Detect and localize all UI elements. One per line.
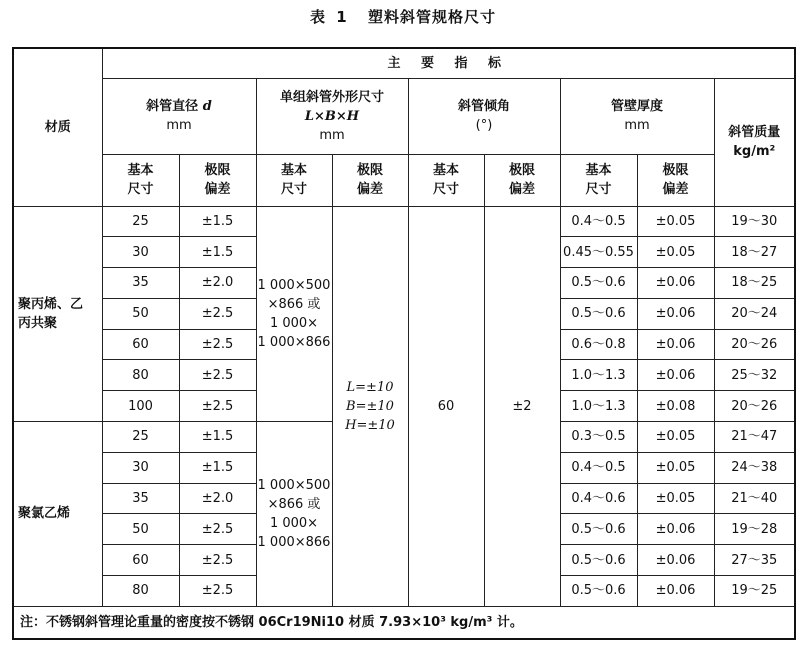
header-diameter bbox=[102, 78, 256, 154]
wall-basic: 0.45～0.55 bbox=[560, 237, 637, 268]
diameter-tolerance: ±2.5 bbox=[179, 298, 256, 329]
wall-basic: 0.4～0.5 bbox=[560, 452, 637, 483]
outer-size-basic-line: 1 000×500 bbox=[257, 477, 331, 493]
mass-value: 20～24 bbox=[714, 298, 795, 329]
subheader-basic-text: 尺寸 bbox=[432, 182, 459, 197]
diameter-tolerance: ±2.5 bbox=[179, 545, 256, 576]
subheader-wall-basic bbox=[560, 154, 637, 206]
subheader-basic-text: 基本 bbox=[127, 163, 154, 178]
table-row bbox=[13, 206, 795, 237]
header-mass-label: 斜管质量 bbox=[728, 125, 781, 140]
subheader-angle-basic bbox=[408, 154, 484, 206]
table-title-text: 塑料斜管规格尺寸 bbox=[367, 8, 496, 26]
header-wall bbox=[560, 78, 714, 154]
subheader-limit-text: 偏差 bbox=[204, 182, 231, 197]
wall-basic: 0.5～0.6 bbox=[560, 545, 637, 576]
diameter-tolerance: ±2.0 bbox=[179, 483, 256, 514]
wall-basic: 1.0～1.3 bbox=[560, 360, 637, 391]
wall-tolerance: ±0.06 bbox=[637, 268, 714, 299]
diameter-tolerance: ±2.5 bbox=[179, 360, 256, 391]
wall-tolerance: ±0.05 bbox=[637, 483, 714, 514]
outer-size-basic-line: 1 000×500 bbox=[257, 277, 331, 293]
subheader-outer-size-basic bbox=[256, 154, 332, 206]
diameter-basic: 35 bbox=[102, 483, 179, 514]
table-note: 注：不锈钢斜管理论重量的密度按不锈钢 06Cr19Ni10 材质 7.93×10³ kg/m³ 计。 bbox=[13, 606, 795, 639]
outer-size-basic bbox=[256, 206, 332, 422]
diameter-tolerance: ±2.0 bbox=[179, 268, 256, 299]
wall-tolerance: ±0.05 bbox=[637, 206, 714, 237]
outer-size-basic-line: 1 000× bbox=[269, 515, 319, 531]
angle-tolerance: ±2 bbox=[484, 206, 560, 606]
material-cell-line: 聚氯乙烯 bbox=[18, 506, 71, 522]
diameter-basic: 25 bbox=[102, 206, 179, 237]
diameter-basic: 100 bbox=[102, 391, 179, 422]
outer-size-basic-line: 1 000×866 bbox=[257, 534, 331, 550]
diameter-tolerance: ±2.5 bbox=[179, 329, 256, 360]
outer-size-basic-line: ×866 或 bbox=[267, 296, 321, 312]
material-cell-line: 聚丙烯、乙 bbox=[18, 296, 84, 312]
header-mass-unit: kg/m² bbox=[733, 144, 776, 159]
mass-value: 19～30 bbox=[714, 206, 795, 237]
wall-tolerance: ±0.05 bbox=[637, 237, 714, 268]
mass-value: 25～32 bbox=[714, 360, 795, 391]
mass-value: 21～40 bbox=[714, 483, 795, 514]
subheader-limit-text: 极限 bbox=[204, 163, 231, 178]
table-title bbox=[0, 6, 806, 27]
header-outer-size-unit: mm bbox=[319, 127, 345, 143]
header-angle-label: 斜管倾角 bbox=[457, 99, 510, 114]
outer-size-basic-line: 1 000×866 bbox=[257, 334, 331, 350]
material-cell-line: 丙共聚 bbox=[18, 315, 58, 331]
diameter-basic: 80 bbox=[102, 576, 179, 607]
diameter-basic: 30 bbox=[102, 237, 179, 268]
outer-size-basic-line: 1 000× bbox=[269, 315, 319, 331]
wall-tolerance: ±0.05 bbox=[637, 422, 714, 453]
subheader-basic-text: 基本 bbox=[280, 163, 307, 178]
subheader-wall-limit bbox=[637, 154, 714, 206]
header-wall-label: 管壁厚度 bbox=[610, 99, 663, 114]
material-cell bbox=[13, 206, 102, 422]
diameter-tolerance: ±1.5 bbox=[179, 237, 256, 268]
header-diameter-symbol: d bbox=[202, 99, 212, 114]
mass-value: 20～26 bbox=[714, 329, 795, 360]
mass-value: 18～27 bbox=[714, 237, 795, 268]
subheader-basic-text: 基本 bbox=[585, 163, 612, 178]
subheader-basic-text: 尺寸 bbox=[127, 182, 154, 197]
wall-basic: 0.5～0.6 bbox=[560, 576, 637, 607]
subheader-limit-text: 极限 bbox=[508, 163, 535, 178]
wall-tolerance: ±0.06 bbox=[637, 360, 714, 391]
subheader-diameter-basic bbox=[102, 154, 179, 206]
diameter-basic: 35 bbox=[102, 268, 179, 299]
outer-size-tolerance-line: B=±10 bbox=[346, 398, 394, 414]
header-outer-size-label: 单组斜管外形尺寸 bbox=[279, 89, 384, 105]
header-wall-unit: mm bbox=[624, 118, 650, 133]
mass-value: 21～47 bbox=[714, 422, 795, 453]
mass-value: 27～35 bbox=[714, 545, 795, 576]
wall-basic: 0.4～0.6 bbox=[560, 483, 637, 514]
subheader-basic-text: 基本 bbox=[432, 163, 459, 178]
wall-basic: 0.5～0.6 bbox=[560, 268, 637, 299]
wall-tolerance: ±0.06 bbox=[637, 298, 714, 329]
outer-size-tolerance-line: L=±10 bbox=[346, 379, 394, 395]
wall-basic: 0.3～0.5 bbox=[560, 422, 637, 453]
mass-value: 19～25 bbox=[714, 576, 795, 607]
wall-tolerance: ±0.06 bbox=[637, 514, 714, 545]
mass-value: 19～28 bbox=[714, 514, 795, 545]
outer-size-tolerance-line: H=±10 bbox=[345, 417, 395, 433]
mass-value: 24～38 bbox=[714, 452, 795, 483]
diameter-tolerance: ±2.5 bbox=[179, 576, 256, 607]
diameter-tolerance: ±1.5 bbox=[179, 206, 256, 237]
outer-size-basic-line: ×866 或 bbox=[267, 496, 321, 512]
header-material: 材质 bbox=[13, 48, 102, 206]
header-outer-size-formula: L×B×H bbox=[304, 108, 360, 124]
diameter-basic: 80 bbox=[102, 360, 179, 391]
subheader-limit-text: 极限 bbox=[356, 163, 383, 178]
subheader-basic-text: 尺寸 bbox=[585, 182, 612, 197]
spec-table bbox=[12, 47, 796, 640]
subheader-angle-limit bbox=[484, 154, 560, 206]
header-diameter-unit: mm bbox=[166, 118, 192, 133]
subheader-limit-text: 偏差 bbox=[662, 182, 689, 197]
diameter-basic: 60 bbox=[102, 545, 179, 576]
diameter-tolerance: ±1.5 bbox=[179, 452, 256, 483]
diameter-basic: 30 bbox=[102, 452, 179, 483]
wall-basic: 0.6～0.8 bbox=[560, 329, 637, 360]
material-cell bbox=[13, 422, 102, 607]
diameter-basic: 50 bbox=[102, 514, 179, 545]
wall-tolerance: ±0.05 bbox=[637, 452, 714, 483]
mass-value: 18～25 bbox=[714, 268, 795, 299]
wall-basic: 0.5～0.6 bbox=[560, 514, 637, 545]
diameter-tolerance: ±1.5 bbox=[179, 422, 256, 453]
header-outer-size bbox=[256, 78, 408, 154]
header-angle bbox=[408, 78, 560, 154]
table-number: 1 bbox=[336, 8, 348, 26]
mass-value: 20～26 bbox=[714, 391, 795, 422]
wall-basic: 0.5～0.6 bbox=[560, 298, 637, 329]
subheader-limit-text: 极限 bbox=[662, 163, 689, 178]
diameter-basic: 50 bbox=[102, 298, 179, 329]
subheader-basic-text: 尺寸 bbox=[280, 182, 307, 197]
wall-basic: 1.0～1.3 bbox=[560, 391, 637, 422]
subheader-diameter-limit bbox=[179, 154, 256, 206]
wall-tolerance: ±0.06 bbox=[637, 576, 714, 607]
angle-basic: 60 bbox=[408, 206, 484, 606]
diameter-tolerance: ±2.5 bbox=[179, 514, 256, 545]
diameter-basic: 60 bbox=[102, 329, 179, 360]
subheader-outer-size-limit bbox=[332, 154, 408, 206]
outer-size-tolerance bbox=[332, 206, 408, 606]
wall-tolerance: ±0.06 bbox=[637, 329, 714, 360]
wall-basic: 0.4～0.5 bbox=[560, 206, 637, 237]
header-mass bbox=[714, 78, 795, 206]
diameter-tolerance: ±2.5 bbox=[179, 391, 256, 422]
header-angle-unit: (°) bbox=[475, 118, 493, 133]
subheader-limit-text: 偏差 bbox=[508, 182, 535, 197]
outer-size-basic bbox=[256, 422, 332, 607]
header-main-indicators: 主 要 指 标 bbox=[102, 48, 795, 78]
diameter-basic: 25 bbox=[102, 422, 179, 453]
wall-tolerance: ±0.08 bbox=[637, 391, 714, 422]
wall-tolerance: ±0.06 bbox=[637, 545, 714, 576]
subheader-limit-text: 偏差 bbox=[356, 182, 383, 197]
header-diameter-label: 斜管直径 bbox=[146, 99, 199, 114]
table-label: 表 bbox=[310, 8, 327, 26]
